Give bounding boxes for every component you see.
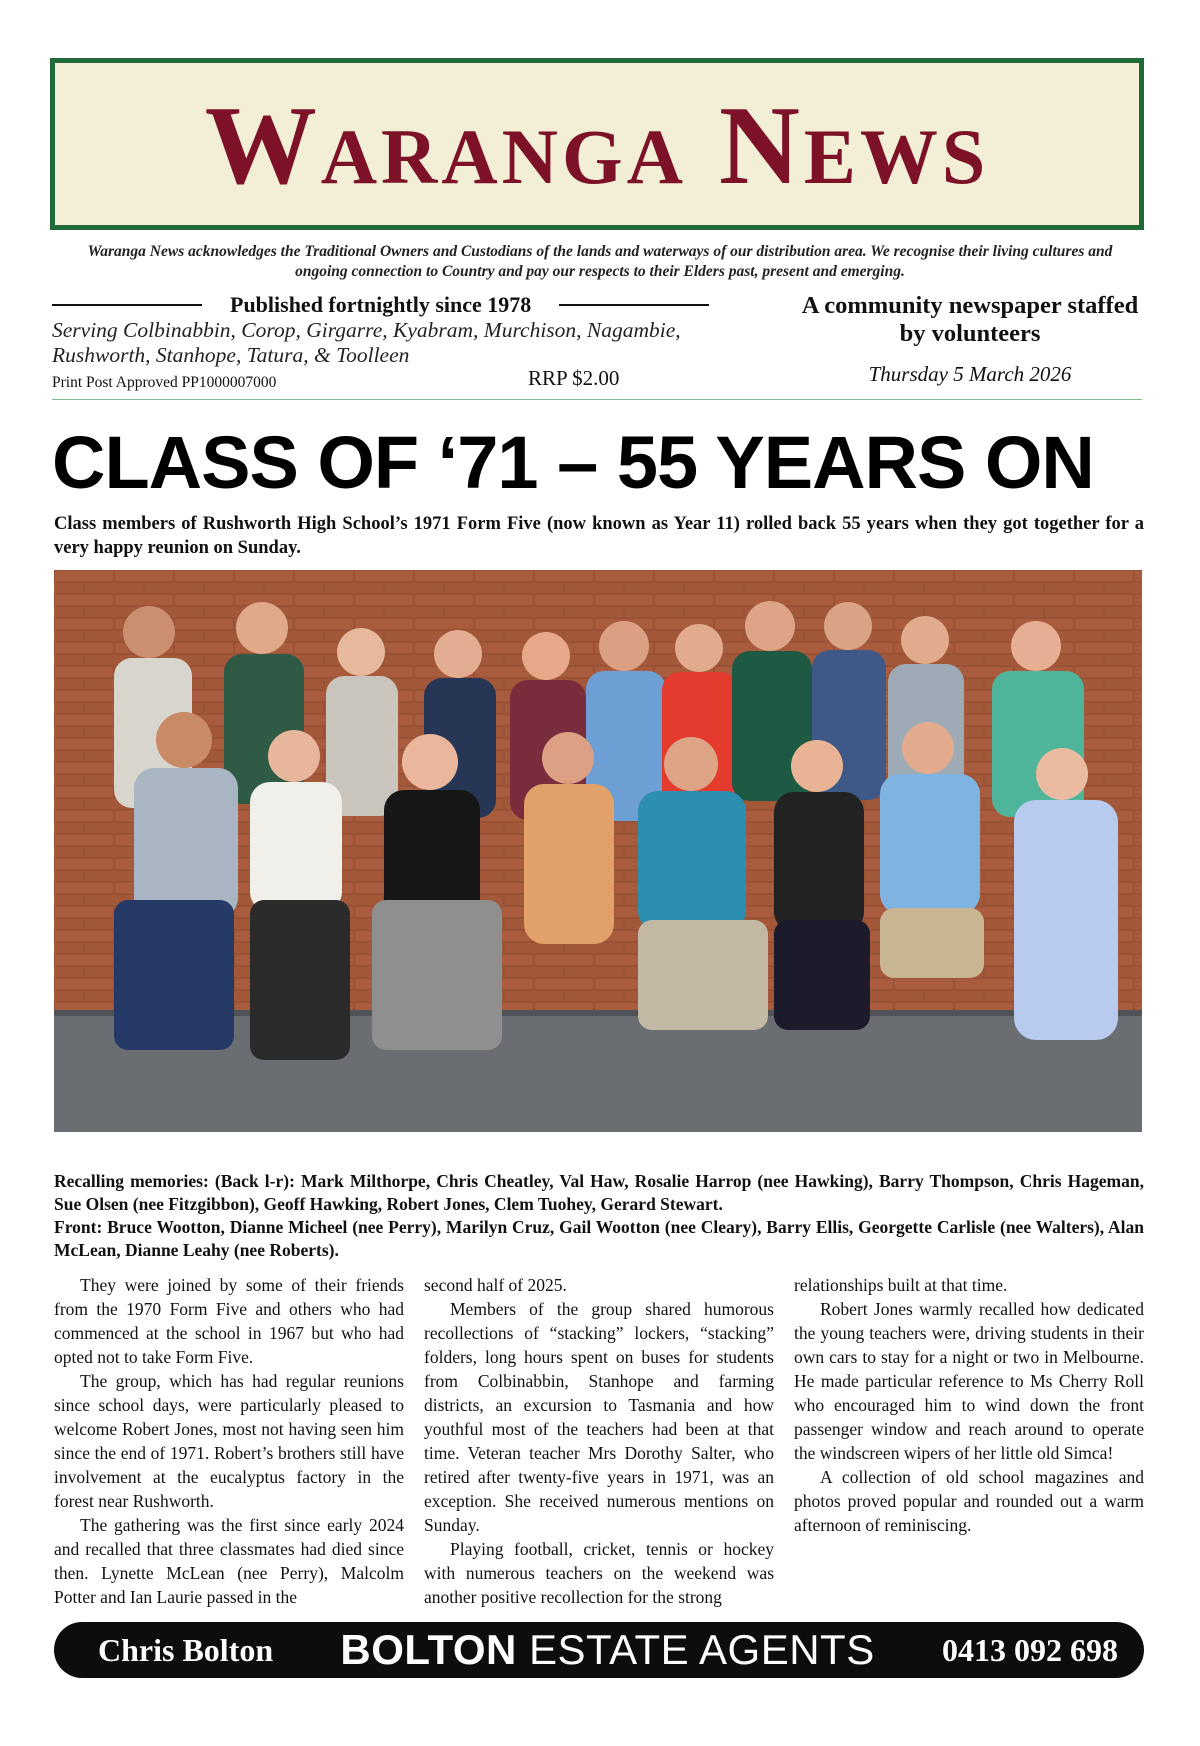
price: RRP $2.00 <box>528 366 620 390</box>
paragraph: Members of the group shared humorous recollections of “stacking” lockers, “stacking” folders, long hours spent on buses for students from Colbinabbin, Stanhope and farming districts, an excursion to Tasmania and how youthful most of the teachers had been at that time. Veteran teacher Mrs Dorothy Salter, who retired after twenty-five years in 1971, was an exception. She received numerous mentions on Sunday. <box>424 1299 774 1535</box>
divider-rule <box>52 304 202 306</box>
caption-front-row: Front: Bruce Wootton, Dianne Micheel (nee Perry), Marilyn Cruz, Gail Wootton (nee Cleary), Barry Ellis, Georgette Carlisle (nee Walters), Alan McLean, Dianne Leahy (nee Roberts). <box>54 1217 1144 1260</box>
agent-name: Chris Bolton <box>98 1631 274 1668</box>
paragraph: Playing football, cricket, tennis or hockey with numerous teachers on the weekend was another positive recollection for the strong <box>424 1539 774 1607</box>
masthead-title: Waranga News <box>204 84 990 208</box>
serving-areas: Serving Colbinabbin, Corop, Girgarre, Kyabram, Murchison, Nagambie, Rushworth, Stanhope, Tatura, & Toolleen <box>52 318 681 367</box>
article-column-2 <box>424 1273 774 1613</box>
group-photo-image <box>54 570 1142 1132</box>
paragraph: They were joined by some of their friends from the 1970 Form Five and others who had commenced at the school in 1967 but who had opted not to take Form Five. <box>54 1275 404 1367</box>
advertisement-banner <box>54 1622 1144 1678</box>
published-row <box>52 292 752 318</box>
divider-rule <box>559 304 709 306</box>
issue-date: Thursday 5 March 2026 <box>868 362 1072 386</box>
paragraph: The group, which has had regular reunions since school days, were particularly pleased to welcome Robert Jones, most not having seen him since the end of 1971. Robert’s brothers still have involvement at the eucalyptus factory in the forest near Rushworth. <box>54 1371 404 1511</box>
paragraph: relationships built at that time. <box>794 1275 1008 1295</box>
paragraph: Robert Jones warmly recalled how dedicated the young teachers were, driving students in their own cars to stay for a night or two in Melbourne. He made particular reference to Ms Cherry Roll who encouraged him to wind down the front passenger window and reach around to operate the windscreen wipers of her little old Simca! <box>794 1299 1144 1463</box>
photo-caption <box>54 1170 1144 1262</box>
paragraph: A collection of old school magazines and photos proved popular and rounded out a warm afternoon of reminiscing. <box>794 1467 1144 1535</box>
group-photo <box>54 570 1142 1132</box>
header-divider <box>52 399 1142 400</box>
headline: CLASS OF ‘71 – 55 YEARS ON <box>52 421 1094 504</box>
agency-name-rest: ESTATE AGENTS <box>529 1626 875 1673</box>
caption-back-row: Recalling memories: (Back l-r): Mark Milthorpe, Chris Cheatley, Val Haw, Rosalie Harrop (nee Hawking), Barry Thompson, Chris Hageman, Sue Olsen (nee Fitzgibbon), Geoff Hawking, Robert Jones, Clem Tuohey, Gerard Stewart. <box>54 1171 1144 1214</box>
paragraph: second half of 2025. <box>424 1275 567 1295</box>
article-column-1 <box>54 1273 404 1613</box>
standfirst: Class members of Rushworth High School’s 1971 Form Five (now known as Year 11) rolled back 55 years when they got together for a very happy reunion on Sunday. <box>54 514 1144 558</box>
acknowledgement: Waranga News acknowledges the Traditional Owners and Custodians of the lands and waterways of our distribution area. We recognise their living cultures and ongoing connection to Country and pay our respects to their Elders past, present and emerging. <box>87 243 1113 280</box>
article-column-3 <box>794 1273 1144 1613</box>
paragraph: The gathering was the first since early 2024 and recalled that three classmates had died since then. Lynette McLean (nee Perry), Malcolm Potter and Ian Laurie passed in the <box>54 1515 404 1607</box>
agency-name-bold: BOLTON <box>340 1626 517 1673</box>
agency-name <box>340 1626 874 1674</box>
masthead <box>50 58 1144 230</box>
article-body <box>54 1273 1144 1613</box>
print-post-number: Print Post Approved PP1000007000 <box>52 374 277 391</box>
community-tagline: A community newspaper staffed by volunteers <box>801 292 1139 347</box>
published-since: Published fortnightly since 1978 <box>230 292 532 317</box>
agent-phone: 0413 092 698 <box>942 1631 1118 1668</box>
